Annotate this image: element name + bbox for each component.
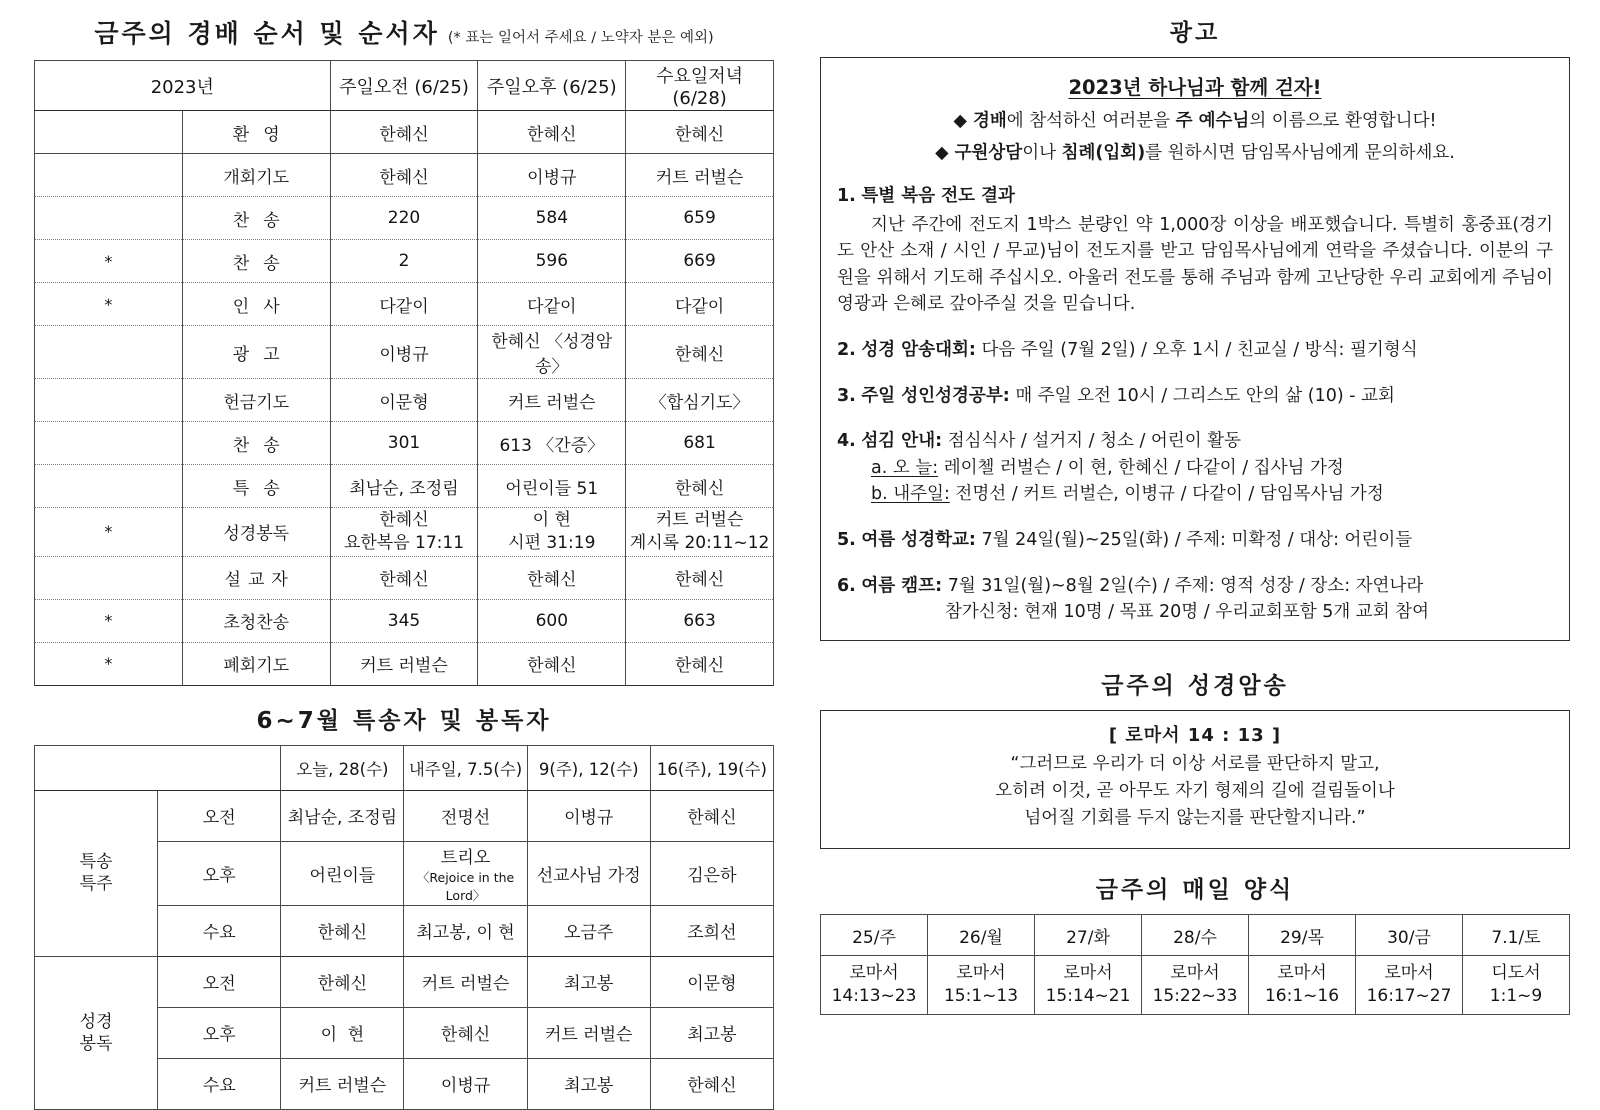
cell-am: 345 [330,599,478,642]
cell-c2: 전명선 [404,790,527,841]
row-label: 설교자 [182,556,330,599]
time-label: 오후 [158,841,281,905]
cell-reading: 로마서 15:1~13 [928,956,1035,1015]
diamond-bullet-icon: ◆ [935,143,949,163]
cell-wed: 한혜신 [626,326,774,379]
cell-c3: 이병규 [527,790,650,841]
cell-c4: 한혜신 [650,790,773,841]
table-row [35,508,774,557]
announcement-item: 3. 주일 성인성경공부: 매 주일 오전 10시 / 그리스도 안의 삶 (10) - 교회 [837,385,1395,406]
column-header-day: 28/수 [1142,915,1249,956]
announcement-item: 5. 여름 성경학교: 7월 24일(월)~25일(화) / 주제: 미확정 / 대상: 어린이들 [837,529,1413,550]
cell-reading: 로마서 14:13~23 [821,956,928,1015]
cell-wed: 한혜신 [626,111,774,154]
cell-c3: 최고봉 [527,1058,650,1109]
cell-c2: 한혜신 [404,1007,527,1058]
table-row [35,599,774,642]
column-header-day: 27/화 [1035,915,1142,956]
cell-pm: 584 [478,197,626,240]
cell-wed: 663 [626,599,774,642]
table-row [35,422,774,465]
cell-c1: 최남순, 조정림 [281,790,404,841]
table-header-row [821,915,1570,956]
row-asterisk: * [35,283,183,326]
row-asterisk [35,326,183,379]
announcements-item-list [837,183,1553,626]
cell-c1: 한혜신 [281,905,404,956]
table-header-row [35,745,774,790]
time-label: 오후 [158,1007,281,1058]
column-header-week2: 내주일, 7.5(수) [404,745,527,790]
cell-pm: 다같이 [478,283,626,326]
cell-wed: 커트 러벌슨 계시록 20:11~12 [626,508,774,557]
welcome-bullet: ◆ 경배에 참석하신 여러분을 주 예수님의 이름으로 환영합니다! [953,111,1437,131]
cell-c4: 한혜신 [650,1058,773,1109]
table-row [35,790,774,841]
memorize-verse-line: “그러므로 우리가 더 이상 서로를 판단하지 말고, [1010,754,1380,774]
table-row [35,111,774,154]
worship-order-note: (* 표는 일어서 주세요 / 노약자 분은 예외) [447,30,714,46]
cell-c3: 선교사님 가정 [527,841,650,905]
row-label: 특송 [182,465,330,508]
column-header-day: 25/주 [821,915,928,956]
cell-wed: 커트 러벌슨 [626,154,774,197]
time-label: 오전 [158,790,281,841]
row-label: 개회기도 [182,154,330,197]
announcements-panel [820,14,1570,1015]
special-music-table [34,745,774,1110]
row-label: 초청찬송 [182,599,330,642]
time-label: 오전 [158,956,281,1007]
column-header-sunday-am: 주일오전 (6/25) [330,61,478,111]
page-title: 금주의 경배 순서 및 순서자 [94,19,440,48]
cell-wed: 한혜신 [626,556,774,599]
cell-wed: 659 [626,197,774,240]
daily-bread-table [820,914,1570,1015]
cell-pm: 커트 러벌슨 [478,379,626,422]
row-asterisk: * [35,642,183,685]
column-header-day: 26/월 [928,915,1035,956]
announcement-item: 2. 성경 암송대회: 다음 주일 (7월 2일) / 오후 1시 / 친교실 / 방식: 필기형식 [837,339,1418,360]
cell-c1: 이 현 [281,1007,404,1058]
table-row [35,379,774,422]
cell-am: 한혜신 [330,111,478,154]
row-asterisk [35,197,183,240]
memorize-title: 금주의 성경암송 [1101,673,1289,699]
row-asterisk [35,422,183,465]
column-header-week4: 16(주), 19(수) [650,745,773,790]
cell-am: 한혜신 [330,154,478,197]
announcements-slogan: 2023년 하나님과 함께 걷자! [1068,76,1322,99]
cell-pm: 596 [478,240,626,283]
special-music-title: 6~7월 특송자 및 봉독자 [256,707,552,734]
row-label: 성경봉독 [182,508,330,557]
worship-order-heading [34,14,774,50]
cell-am: 한혜신 [330,556,478,599]
column-header-sunday-pm: 주일오후 (6/25) [478,61,626,111]
group-label: 성경 봉독 [35,956,158,1109]
announcements-box [820,57,1570,641]
cell-pm: 600 [478,599,626,642]
table-row [35,154,774,197]
row-label: 광고 [182,326,330,379]
time-label: 수요 [158,1058,281,1109]
cell-pm: 한혜신 [478,556,626,599]
cell-wed: 669 [626,240,774,283]
column-header-day: 7.1/토 [1463,915,1570,956]
row-label: 인사 [182,283,330,326]
cell-pm: 한혜신 [478,111,626,154]
cell-wed: 〈합심기도〉 [626,379,774,422]
cell-c3: 오금주 [527,905,650,956]
announcement-item: 6. 여름 캠프: 7월 31일(월)~8월 2일(수) / 주제: 영적 성장 / 장소: 자연나라 참가신청: 현재 10명 / 목표 20명 / 우리교회포함 5개 교회 참여 [837,575,1429,623]
welcome-bullet: ◆ 구원상담이나 침례(입회)를 원하시면 담임목사님에게 문의하세요. [935,143,1455,163]
cell-pm: 한혜신 〈성경암송〉 [478,326,626,379]
cell-reading: 로마서 15:22~33 [1142,956,1249,1015]
table-row [35,283,774,326]
cell-am: 이문형 [330,379,478,422]
cell-c1: 커트 러벌슨 [281,1058,404,1109]
announcements-title: 광고 [1169,20,1221,46]
column-header-year: 2023년 [35,61,331,111]
cell-am: 한혜신 요한복음 17:11 [330,508,478,557]
column-header-wednesday: 수요일저녁 (6/28) [626,61,774,111]
memorize-box [820,710,1570,849]
row-asterisk [35,465,183,508]
cell-am: 커트 러벌슨 [330,642,478,685]
memorize-verse-line: 넘어질 기회를 두지 않는지를 판단할지니라.” [1024,808,1366,829]
row-asterisk [35,556,183,599]
cell-wed: 681 [626,422,774,465]
cell-c2: 트리오 〈Rejoice in the Lord〉 [404,841,527,905]
row-label: 찬송 [182,422,330,465]
row-label: 폐회기도 [182,642,330,685]
announcement-item: 4. 섬김 안내: 점심식사 / 설거지 / 청소 / 어린이 활동 a. 오 늘: 레이첼 러벌슨 / 이 현, 한혜신 / 다같이 / 집사님 가정 b. 내주일: 전명선 / 커트 러벌슨, 이병규 / 다같이 / 담임목사님 가정 [837,431,1384,505]
announcements-header [837,72,1553,100]
column-header-week3: 9(주), 12(수) [527,745,650,790]
worship-order-panel [34,14,774,1110]
memorize-reference: [ 로마서 14 : 13 ] [1108,725,1282,746]
cell-c3: 커트 러벌슨 [527,1007,650,1058]
cell-c3: 최고봉 [527,956,650,1007]
daily-bread-title: 금주의 매일 양식 [1095,877,1295,904]
table-row [35,240,774,283]
cell-am: 최남순, 조정림 [330,465,478,508]
table-header-row [35,61,774,111]
cell-reading: 로마서 16:17~27 [1356,956,1463,1015]
row-label: 헌금기도 [182,379,330,422]
diamond-bullet-icon: ◆ [953,111,967,131]
announcements-welcome-bullets [837,107,1553,164]
table-row [35,956,774,1007]
cell-am: 301 [330,422,478,465]
cell-c4: 조희선 [650,905,773,956]
cell-c2: 커트 러벌슨 [404,956,527,1007]
memorize-verse [835,751,1555,832]
cell-c1: 한혜신 [281,956,404,1007]
cell-c2: 최고봉, 이 현 [404,905,527,956]
row-asterisk [35,111,183,154]
cell-reading: 로마서 15:14~21 [1035,956,1142,1015]
row-asterisk [35,379,183,422]
cell-c4: 김은하 [650,841,773,905]
table-row [35,465,774,508]
group-label: 특송 특주 [35,790,158,956]
cell-reading: 로마서 16:1~16 [1249,956,1356,1015]
table-row [821,956,1570,1015]
row-asterisk [35,154,183,197]
cell-pm: 이 현 시편 31:19 [478,508,626,557]
cell-pm: 613 〈간증〉 [478,422,626,465]
cell-reading: 디도서 1:1~9 [1463,956,1570,1015]
memorize-verse-line: 오히려 이것, 곧 아무도 자기 형제의 길에 걸림돌이나 [995,781,1395,802]
column-header-blank [35,745,281,790]
table-row [35,326,774,379]
cell-pm: 어린이들 51 [478,465,626,508]
row-label: 환영 [182,111,330,154]
column-header-day: 30/금 [1356,915,1463,956]
cell-am: 다같이 [330,283,478,326]
cell-am: 220 [330,197,478,240]
cell-wed: 한혜신 [626,642,774,685]
table-row [35,197,774,240]
cell-am: 이병규 [330,326,478,379]
announcement-item: 1. 특별 복음 전도 결과 지난 주간에 전도지 1박스 분량인 약 1,000장 이상을 배포했습니다. 특별히 홍중표(경기도 안산 소재 / 시인 / 무교)님이 전도지를 받고 담임목사님에게 연락을 주셨습니다. 이분의 구원을 위해서 기도해 주십시오. 아울러 전도를 통해 주님과 함께 고난당한 우리 교회에게 주님이 영광과 은혜로 갚아주실 것을 믿습니다. [837,186,1553,315]
row-asterisk: * [35,508,183,557]
cell-c2: 이병규 [404,1058,527,1109]
cell-am: 2 [330,240,478,283]
worship-order-table [34,60,774,686]
row-label: 찬송 [182,197,330,240]
table-row [35,556,774,599]
column-header-day: 29/목 [1249,915,1356,956]
row-asterisk: * [35,599,183,642]
cell-wed: 한혜신 [626,465,774,508]
cell-wed: 다같이 [626,283,774,326]
cell-c1: 어린이들 [281,841,404,905]
table-row [35,642,774,685]
column-header-week1: 오늘, 28(수) [281,745,404,790]
cell-c4: 최고봉 [650,1007,773,1058]
time-label: 수요 [158,905,281,956]
cell-pm: 한혜신 [478,642,626,685]
cell-pm: 이병규 [478,154,626,197]
row-label: 찬송 [182,240,330,283]
cell-c4: 이문형 [650,956,773,1007]
row-asterisk: * [35,240,183,283]
